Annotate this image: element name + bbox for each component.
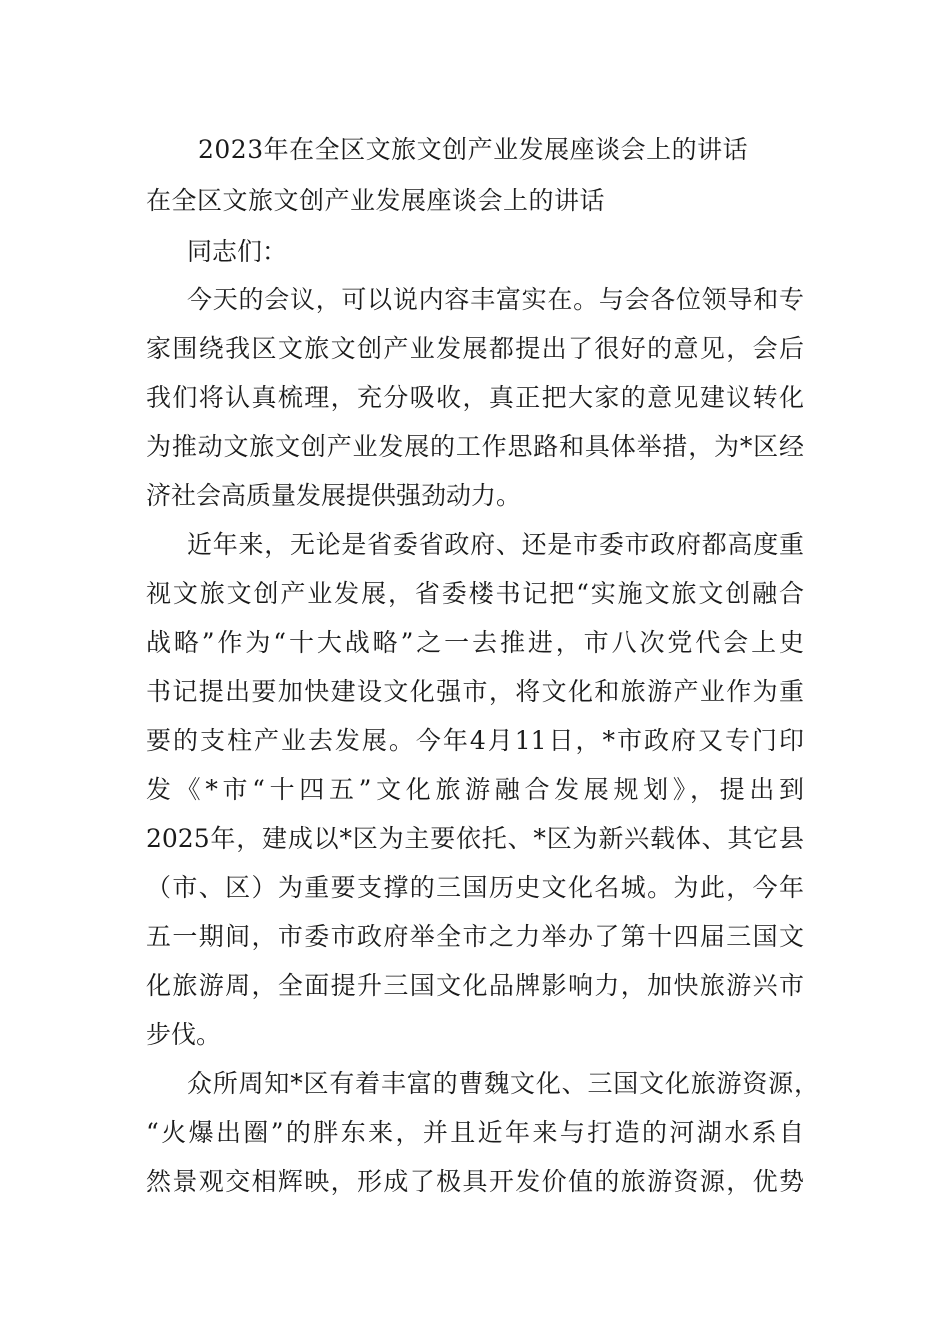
paragraph-2-line: 五一期间，市委市政府举全市之力举办了第十四届三国文 bbox=[146, 922, 804, 951]
paragraph-1-line: 我们将认真梳理，充分吸收，真正把大家的意见建议转化 bbox=[146, 383, 804, 412]
paragraph-2-line: 书记提出要加快建设文化强市，将文化和旅游产业作为重 bbox=[146, 677, 804, 706]
paragraph-1-line: 济社会高质量发展提供强劲动力。 bbox=[146, 481, 522, 510]
paragraph-2-line: 视文旅文创产业发展，省委楼书记把“实施文旅文创融合 bbox=[146, 579, 804, 608]
paragraph-2-line: 要的支柱产业去发展。今年4月11日，*市政府又专门印 bbox=[146, 726, 804, 755]
document-title: 2023年在全区文旅文创产业发展座谈会上的讲话 bbox=[198, 135, 749, 164]
paragraph-1-line: 为推动文旅文创产业发展的工作思路和具体举措，为*区经 bbox=[146, 432, 804, 461]
paragraph-2-line: （市、区）为重要支撑的三国历史文化名城。为此，今年 bbox=[146, 873, 804, 902]
paragraph-3-line: “火爆出圈”的胖东来，并且近年来与打造的河湖水系自 bbox=[146, 1118, 804, 1147]
paragraph-3-line: 然景观交相辉映，形成了极具开发价值的旅游资源，优势 bbox=[146, 1167, 804, 1196]
paragraph-2-line: 战略”作为“十大战略”之一去推进，市八次党代会上史 bbox=[146, 628, 804, 657]
paragraph-3-line: 众所周知*区有着丰富的曹魏文化、三国文化旅游资源， bbox=[187, 1069, 819, 1098]
paragraph-2-line: 步伐。 bbox=[146, 1020, 222, 1049]
paragraph-1-line: 今天的会议，可以说内容丰富实在。与会各位领导和专 bbox=[187, 285, 804, 314]
document-subtitle: 在全区文旅文创产业发展座谈会上的讲话 bbox=[146, 186, 606, 215]
paragraph-2-line: 发《*市“十四五”文化旅游融合发展规划》，提出到 bbox=[146, 775, 804, 804]
paragraph-2-line: 化旅游周，全面提升三国文化品牌影响力，加快旅游兴市 bbox=[146, 971, 804, 1000]
paragraph-2-line: 2025年，建成以*区为主要依托、*区为新兴载体、其它县 bbox=[146, 824, 804, 853]
paragraph-1-line: 家围绕我区文旅文创产业发展都提出了很好的意见，会后 bbox=[146, 334, 804, 363]
paragraph-2-line: 近年来，无论是省委省政府、还是市委市政府都高度重 bbox=[187, 530, 804, 559]
salutation: 同志们： bbox=[187, 237, 288, 266]
